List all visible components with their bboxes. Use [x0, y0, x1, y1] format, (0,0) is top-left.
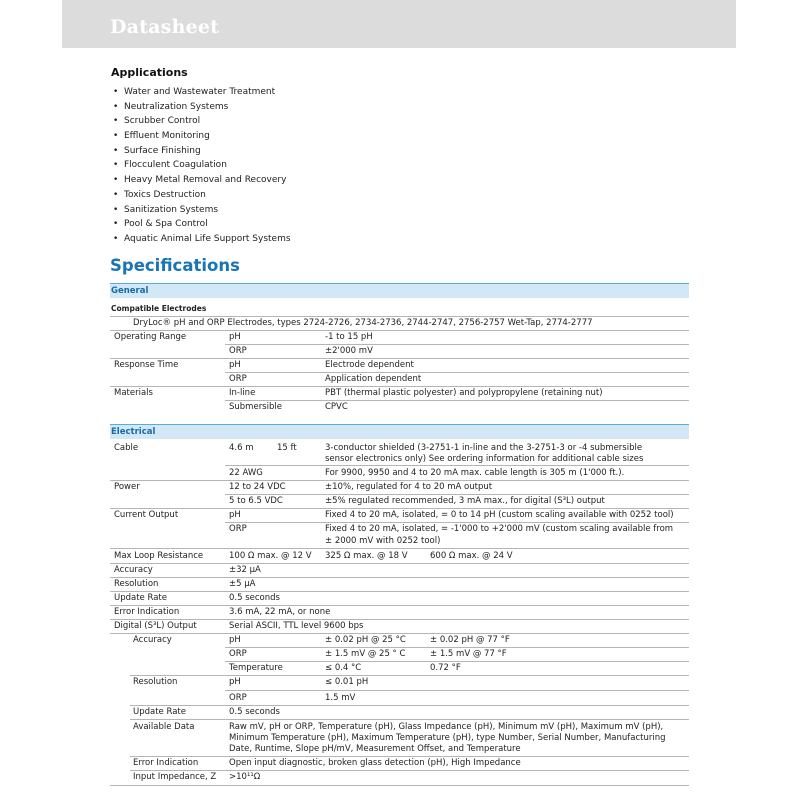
- power-v1: 12 to 24 VDC: [229, 482, 286, 492]
- digital-update-rate-label: Update Rate: [133, 707, 186, 717]
- row-divider: [110, 633, 689, 634]
- current-output-ph-label: pH: [229, 510, 241, 520]
- row-divider: [110, 330, 689, 331]
- digital-resolution-orp-value: 1.5 mV: [325, 693, 356, 703]
- list-item: • Heavy Metal Removal and Recovery: [113, 175, 287, 186]
- row-divider: [110, 316, 689, 317]
- list-item: • Water and Wastewater Treatment: [113, 87, 276, 97]
- row-divider: [225, 465, 689, 466]
- row-divider: [110, 591, 689, 592]
- row-divider: [110, 577, 689, 578]
- response-time-orp-value: Application dependent: [325, 374, 422, 384]
- current-output-orp-text-2: ± 2000 mV with 0252 tool): [325, 536, 441, 546]
- input-impedance-value: >10¹¹Ω: [229, 772, 261, 782]
- max-loop-v1: 100 Ω max. @ 12 V: [229, 551, 312, 561]
- digital-resolution-label: Resolution: [133, 677, 178, 687]
- list-item: • Aquatic Animal Life Support Systems: [113, 233, 291, 244]
- current-output-orp-text-1: Fixed 4 to 20 mA, isolated, = -1'000 to +2'000 mV (custom scaling available from: [325, 524, 674, 534]
- cable-length-ft: 15 ft: [277, 443, 297, 453]
- row-divider: [225, 661, 689, 662]
- cable-length-m: 4.6 m: [229, 443, 254, 453]
- cable-awg: 22 AWG: [229, 468, 263, 478]
- error-indication-value: 3.6 mA, 22 mA, or none: [229, 607, 331, 617]
- response-time-ph-value: Electrode dependent: [325, 360, 414, 370]
- row-divider: [225, 690, 689, 691]
- digital-accuracy-temp-v2: 0.72 °F: [430, 663, 461, 673]
- row-divider: [130, 705, 689, 706]
- list-item: • Effluent Monitoring: [113, 131, 210, 142]
- row-divider: [110, 785, 689, 786]
- row-divider: [110, 508, 689, 509]
- accuracy-label: Accuracy: [114, 565, 153, 575]
- specifications-heading: Specifications: [110, 256, 240, 275]
- row-divider: [130, 675, 689, 676]
- digital-accuracy-ph-label: pH: [229, 635, 241, 645]
- digital-output-value: Serial ASCII, TTL level 9600 bps: [229, 621, 364, 631]
- materials-inline-value: PBT (thermal plastic polyester) and polypropylene (retaining nut): [325, 388, 603, 398]
- header-banner: [62, 0, 736, 48]
- digital-output-label: Digital (S³L) Output: [114, 621, 197, 631]
- input-impedance-label: Input Impedance, Z: [133, 772, 217, 782]
- row-divider: [110, 386, 689, 387]
- row-divider: [110, 358, 689, 359]
- available-data-line-2: Minimum Temperature (pH), Maximum Temperature (pH), type Number, Serial Number, Manufacturing: [229, 733, 666, 743]
- electrical-heading: Electrical: [111, 426, 156, 437]
- digital-accuracy-ph-v1: ± 0.02 pH @ 25 °C: [325, 635, 406, 645]
- row-divider: [130, 719, 689, 720]
- compatible-electrodes-label: Compatible Electrodes: [111, 304, 207, 313]
- digital-accuracy-orp-label: ORP: [229, 649, 247, 659]
- materials-label: Materials: [114, 388, 153, 398]
- power-v2: 5 to 6.5 VDC: [229, 496, 283, 506]
- row-divider: [130, 756, 689, 757]
- response-time-ph-label: pH: [229, 360, 241, 370]
- operating-range-orp-label: ORP: [229, 346, 247, 356]
- response-time-orp-label: ORP: [229, 374, 247, 384]
- digital-accuracy-temp-label: Temperature: [229, 663, 283, 673]
- row-divider: [225, 522, 689, 523]
- list-item: • Toxics Destruction: [113, 189, 206, 200]
- row-divider: [225, 647, 689, 648]
- digital-accuracy-label: Accuracy: [133, 635, 172, 645]
- error-indication-label: Error Indication: [114, 607, 180, 617]
- general-heading: General: [111, 285, 149, 296]
- list-item: • Scrubber Control: [113, 116, 201, 127]
- row-divider: [110, 563, 689, 564]
- available-data-line-1: Raw mV, pH or ORP, Temperature (pH), Glass Impedance (pH), Minimum mV (pH), Maximum mV (pH),: [229, 722, 664, 732]
- row-divider: [225, 400, 689, 401]
- row-divider: [225, 344, 689, 345]
- cable-text-2: sensor electronics only) See ordering information for additional cable sizes: [325, 454, 644, 464]
- operating-range-orp-value: ±2'000 mV: [325, 346, 373, 356]
- power-t2: ±5% regulated recommended, 3 mA max., for digital (S³L) output: [325, 496, 605, 506]
- resolution-value: ±5 µA: [229, 579, 256, 589]
- current-output-ph-text: Fixed 4 to 20 mA, isolated, = 0 to 14 pH (custom scaling available with 0252 tool): [325, 510, 674, 520]
- row-divider: [110, 605, 689, 606]
- row-divider: [225, 372, 689, 373]
- cable-text-1: 3-conductor shielded (3-2751-1 in-line and the 3-2751-3 or -4 submersible: [325, 443, 643, 453]
- digital-accuracy-orp-v1: ± 1.5 mV @ 25 ° C: [325, 649, 406, 659]
- materials-sub-label: Submersible: [229, 402, 282, 412]
- operating-range-ph-label: pH: [229, 332, 241, 342]
- digital-accuracy-temp-v1: ≤ 0.4 °C: [325, 663, 362, 673]
- row-divider: [225, 494, 689, 495]
- current-output-label: Current Output: [114, 510, 179, 520]
- digital-accuracy-orp-v2: ± 1.5 mV @ 77 °F: [430, 649, 507, 659]
- digital-resolution-ph-value: ≤ 0.01 pH: [325, 677, 369, 687]
- cable-label: Cable: [114, 443, 139, 453]
- digital-error-indication-value: Open input diagnostic, broken glass detection (pH), High Impedance: [229, 758, 521, 768]
- digital-error-indication-label: Error Indication: [133, 758, 199, 768]
- current-output-orp-label: ORP: [229, 524, 247, 534]
- power-label: Power: [114, 482, 140, 492]
- row-divider: [130, 770, 689, 771]
- digital-accuracy-ph-v2: ± 0.02 pH @ 77 °F: [430, 635, 510, 645]
- power-t1: ±10%, regulated for 4 to 20 mA output: [325, 482, 493, 492]
- materials-sub-value: CPVC: [325, 402, 348, 412]
- materials-inline-label: In-line: [229, 388, 256, 398]
- compatible-electrodes-text: DryLoc® pH and ORP Electrodes, types 2724-2726, 2734-2736, 2744-2747, 2756-2757 Wet-Tap, 2774-2777: [133, 318, 593, 328]
- electrical-section-header: [110, 424, 689, 439]
- available-data-line-3: Date, Runtime, Slope pH/mV, Measurement Offset, and Temperature: [229, 744, 521, 754]
- accuracy-value: ±32 µA: [229, 565, 261, 575]
- row-divider: [110, 619, 689, 620]
- operating-range-label: Operating Range: [114, 332, 187, 342]
- list-item: • Flocculent Coagulation: [113, 160, 227, 171]
- list-item: • Pool & Spa Control: [113, 219, 208, 230]
- general-section-header: [110, 283, 689, 298]
- response-time-label: Response Time: [114, 360, 179, 370]
- row-divider: [110, 548, 689, 549]
- list-item: • Surface Finishing: [113, 145, 201, 156]
- list-item: • Sanitization Systems: [113, 204, 219, 215]
- page-title: Datasheet: [110, 16, 220, 38]
- list-item: • Neutralization Systems: [113, 101, 229, 112]
- row-divider: [110, 480, 689, 481]
- update-rate-value: 0.5 seconds: [229, 593, 280, 603]
- digital-update-rate-value: 0.5 seconds: [229, 707, 280, 717]
- max-loop-v3: 600 Ω max. @ 24 V: [430, 551, 513, 561]
- cable-awg-text: For 9900, 9950 and 4 to 20 mA max. cable length is 305 m (1'000 ft.).: [325, 468, 625, 478]
- available-data-label: Available Data: [133, 722, 195, 732]
- applications-list: [113, 85, 291, 247]
- operating-range-ph-value: -1 to 15 pH: [325, 332, 373, 342]
- applications-heading: Applications: [111, 66, 188, 79]
- max-loop-label: Max Loop Resistance: [114, 551, 204, 561]
- digital-resolution-orp-label: ORP: [229, 693, 247, 703]
- digital-resolution-ph-label: pH: [229, 677, 241, 687]
- update-rate-label: Update Rate: [114, 593, 167, 603]
- resolution-label: Resolution: [114, 579, 159, 589]
- max-loop-v2: 325 Ω max. @ 18 V: [325, 551, 408, 561]
